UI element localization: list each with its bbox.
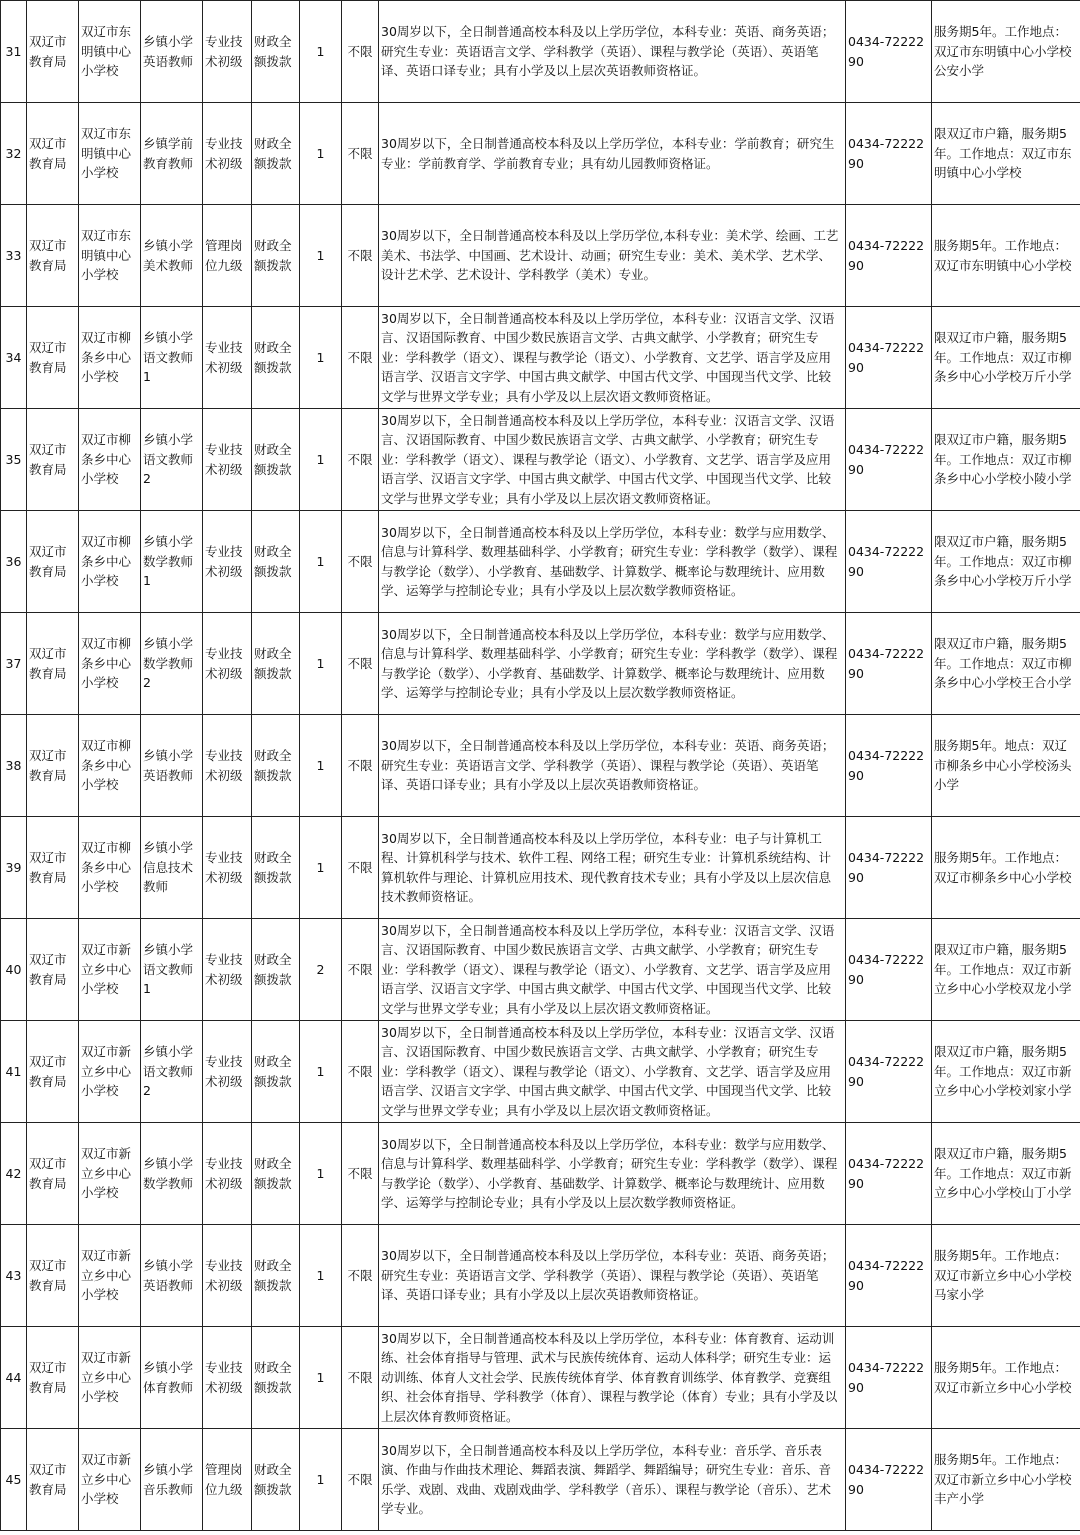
requirements-cell: 30周岁以下，全日制普通高校本科及以上学历学位，本科专业：数学与应用数学、信息与计算科学、数理基础科学、小学教育；研究生专业：学科教学（数学）、课程与教学论（数学）、小学教育、基础数学、计算数学、概率论与数理统计、应用数学、运筹学与控制论专业；具有小学及以上层次数学教师资格证。 (379, 511, 846, 613)
notes-cell: 限双辽市户籍，服务期5年。工作地点：双辽市柳条乡中心小学校万斤小学 (932, 511, 1080, 613)
department-cell: 双辽市教育局 (27, 1429, 79, 1531)
notes-cell: 服务期5年。工作地点：双辽市新立乡中心小学校 (932, 1327, 1080, 1429)
row-number: 40 (1, 919, 27, 1021)
department-cell: 双辽市教育局 (27, 1225, 79, 1327)
requirements-cell: 30周岁以下，全日制普通高校本科及以上学历学位，本科专业：数学与应用数学、信息与计算科学、数理基础科学、小学教育；研究生专业：学科教学（数学）、课程与教学论（数学）、小学教育、基础数学、计算数学、概率论与数理统计、应用数学、运筹学与控制论专业；具有小学及以上层次数学教师资格证。 (379, 613, 846, 715)
requirements-cell: 30周岁以下，全日制普通高校本科及以上学历学位，本科专业：汉语言文学、汉语言、汉语国际教育、中国少数民族语言文学、古典文献学、小学教育；研究生专业：学科教学（语文）、课程与教学论（语文）、小学教育、文艺学、语言学及应用语言学、汉语言文字学、中国古典文献学、中国古代文学、中国现当代文学、比较文学与世界文学专业；具有小学及以上层次语文教师资格证。 (379, 919, 846, 1021)
gender-limit-cell: 不限 (342, 511, 379, 613)
notes-cell: 限双辽市户籍，服务期5年。工作地点：双辽市新立乡中心小学校刘家小学 (932, 1021, 1080, 1123)
employer-unit-cell: 双辽市东明镇中心小学校 (79, 103, 141, 205)
table-row (1, 1327, 1080, 1429)
position-name-cell: 乡镇小学音乐教师 (141, 1429, 203, 1531)
table-row (1, 1225, 1080, 1327)
row-number: 41 (1, 1021, 27, 1123)
requirements-cell: 30周岁以下，全日制普通高校本科及以上学历学位，本科专业：电子与计算机工程、计算机科学与技术、软件工程、网络工程；研究生专业：计算机系统结构、计算机软件与理论、计算机应用技术、现代教育技术专业；具有小学及以上层次信息技术教师资格证。 (379, 817, 846, 919)
contact-phone-cell: 0434-7222290 (846, 1021, 932, 1123)
position-level-cell: 专业技术初级 (203, 103, 252, 205)
funding-type-cell: 财政全额拨款 (252, 1225, 300, 1327)
funding-type-cell: 财政全额拨款 (252, 205, 300, 307)
table-row (1, 715, 1080, 817)
table-row (1, 409, 1080, 511)
position-name-cell: 乡镇小学信息技术教师 (141, 817, 203, 919)
table-row (1, 1429, 1080, 1531)
contact-phone-cell: 0434-7222290 (846, 307, 932, 409)
gender-limit-cell: 不限 (342, 1, 379, 103)
table-row (1, 307, 1080, 409)
employer-unit-cell: 双辽市柳条乡中心小学校 (79, 715, 141, 817)
position-name-cell: 乡镇小学英语教师 (141, 715, 203, 817)
employer-unit-cell: 双辽市新立乡中心小学校 (79, 1225, 141, 1327)
position-level-cell: 专业技术初级 (203, 1225, 252, 1327)
gender-limit-cell: 不限 (342, 307, 379, 409)
headcount-cell: 1 (300, 1021, 342, 1123)
funding-type-cell: 财政全额拨款 (252, 817, 300, 919)
table-row (1, 103, 1080, 205)
position-name-cell: 乡镇小学美术教师 (141, 205, 203, 307)
gender-limit-cell: 不限 (342, 1021, 379, 1123)
headcount-cell: 1 (300, 1225, 342, 1327)
employer-unit-cell: 双辽市柳条乡中心小学校 (79, 307, 141, 409)
position-level-cell: 管理岗位九级 (203, 1429, 252, 1531)
gender-limit-cell: 不限 (342, 205, 379, 307)
funding-type-cell: 财政全额拨款 (252, 715, 300, 817)
funding-type-cell: 财政全额拨款 (252, 1021, 300, 1123)
gender-limit-cell: 不限 (342, 817, 379, 919)
funding-type-cell: 财政全额拨款 (252, 511, 300, 613)
position-name-cell: 乡镇小学数学教师 (141, 1123, 203, 1225)
department-cell: 双辽市教育局 (27, 919, 79, 1021)
notes-cell: 限双辽市户籍，服务期5年。工作地点：双辽市柳条乡中心小学校小陵小学 (932, 409, 1080, 511)
department-cell: 双辽市教育局 (27, 205, 79, 307)
employer-unit-cell: 双辽市新立乡中心小学校 (79, 1123, 141, 1225)
notes-cell: 限双辽市户籍，服务期5年。工作地点：双辽市新立乡中心小学校双龙小学 (932, 919, 1080, 1021)
funding-type-cell: 财政全额拨款 (252, 1429, 300, 1531)
contact-phone-cell: 0434-7222290 (846, 1225, 932, 1327)
row-number: 42 (1, 1123, 27, 1225)
position-level-cell: 专业技术初级 (203, 511, 252, 613)
row-number: 45 (1, 1429, 27, 1531)
position-name-cell: 乡镇小学英语教师 (141, 1, 203, 103)
notes-cell: 服务期5年。工作地点：双辽市柳条乡中心小学校 (932, 817, 1080, 919)
table-row (1, 1123, 1080, 1225)
notes-cell: 服务期5年。工作地点：双辽市新立乡中心小学校马家小学 (932, 1225, 1080, 1327)
employer-unit-cell: 双辽市东明镇中心小学校 (79, 1, 141, 103)
position-name-cell: 乡镇小学数学教师2 (141, 613, 203, 715)
row-number: 34 (1, 307, 27, 409)
headcount-cell: 1 (300, 1429, 342, 1531)
department-cell: 双辽市教育局 (27, 1327, 79, 1429)
row-number: 32 (1, 103, 27, 205)
contact-phone-cell: 0434-7222290 (846, 1429, 932, 1531)
table-row (1, 205, 1080, 307)
row-number: 38 (1, 715, 27, 817)
gender-limit-cell: 不限 (342, 613, 379, 715)
position-level-cell: 专业技术初级 (203, 307, 252, 409)
notes-cell: 限双辽市户籍，服务期5年。工作地点：双辽市新立乡中心小学校山丁小学 (932, 1123, 1080, 1225)
headcount-cell: 1 (300, 1, 342, 103)
table-row (1, 919, 1080, 1021)
employer-unit-cell: 双辽市新立乡中心小学校 (79, 1021, 141, 1123)
contact-phone-cell: 0434-7222290 (846, 715, 932, 817)
row-number: 36 (1, 511, 27, 613)
employer-unit-cell: 双辽市柳条乡中心小学校 (79, 817, 141, 919)
gender-limit-cell: 不限 (342, 1123, 379, 1225)
gender-limit-cell: 不限 (342, 409, 379, 511)
notes-cell: 限双辽市户籍，服务期5年。工作地点：双辽市柳条乡中心小学校万斤小学 (932, 307, 1080, 409)
requirements-cell: 30周岁以下，全日制普通高校本科及以上学历学位，本科专业：数学与应用数学、信息与计算科学、数理基础科学、小学教育；研究生专业：学科教学（数学）、课程与教学论（数学）、小学教育、基础数学、计算数学、概率论与数理统计、应用数学、运筹学与控制论专业；具有小学及以上层次数学教师资格证。 (379, 1123, 846, 1225)
employer-unit-cell: 双辽市新立乡中心小学校 (79, 1429, 141, 1531)
row-number: 33 (1, 205, 27, 307)
row-number: 44 (1, 1327, 27, 1429)
employer-unit-cell: 双辽市柳条乡中心小学校 (79, 409, 141, 511)
gender-limit-cell: 不限 (342, 1327, 379, 1429)
headcount-cell: 1 (300, 613, 342, 715)
requirements-cell: 30周岁以下，全日制普通高校本科及以上学历学位，本科专业：学前教育；研究生专业：学前教育学、学前教育专业；具有幼儿园教师资格证。 (379, 103, 846, 205)
requirements-cell: 30周岁以下，全日制普通高校本科及以上学历学位，本科专业：英语、商务英语；研究生专业：英语语言文学、学科教学（英语）、课程与教学论（英语）、英语笔译、英语口译专业；具有小学及以上层次英语教师资格证。 (379, 1, 846, 103)
gender-limit-cell: 不限 (342, 1225, 379, 1327)
position-name-cell: 乡镇小学语文教师2 (141, 1021, 203, 1123)
gender-limit-cell: 不限 (342, 1429, 379, 1531)
department-cell: 双辽市教育局 (27, 1021, 79, 1123)
contact-phone-cell: 0434-7222290 (846, 103, 932, 205)
department-cell: 双辽市教育局 (27, 715, 79, 817)
table-row (1, 613, 1080, 715)
department-cell: 双辽市教育局 (27, 409, 79, 511)
contact-phone-cell: 0434-7222290 (846, 205, 932, 307)
requirements-cell: 30周岁以下，全日制普通高校本科及以上学历学位，本科专业：英语、商务英语；研究生专业：英语语言文学、学科教学（英语）、课程与教学论（英语）、英语笔译、英语口译专业；具有小学及以上层次英语教师资格证。 (379, 1225, 846, 1327)
department-cell: 双辽市教育局 (27, 1123, 79, 1225)
contact-phone-cell: 0434-7222290 (846, 1, 932, 103)
department-cell: 双辽市教育局 (27, 1, 79, 103)
headcount-cell: 1 (300, 715, 342, 817)
contact-phone-cell: 0434-7222290 (846, 1123, 932, 1225)
contact-phone-cell: 0434-7222290 (846, 511, 932, 613)
contact-phone-cell: 0434-7222290 (846, 409, 932, 511)
headcount-cell: 1 (300, 511, 342, 613)
position-level-cell: 专业技术初级 (203, 1021, 252, 1123)
notes-cell: 限双辽市户籍，服务期5年。工作地点：双辽市东明镇中心小学校 (932, 103, 1080, 205)
contact-phone-cell: 0434-7222290 (846, 1327, 932, 1429)
notes-cell: 服务期5年。工作地点：双辽市东明镇中心小学校 (932, 205, 1080, 307)
notes-cell: 服务期5年。工作地点：双辽市东明镇中心小学校公安小学 (932, 1, 1080, 103)
contact-phone-cell: 0434-7222290 (846, 919, 932, 1021)
headcount-cell: 1 (300, 205, 342, 307)
employer-unit-cell: 双辽市新立乡中心小学校 (79, 1327, 141, 1429)
department-cell: 双辽市教育局 (27, 103, 79, 205)
funding-type-cell: 财政全额拨款 (252, 103, 300, 205)
employer-unit-cell: 双辽市东明镇中心小学校 (79, 205, 141, 307)
employer-unit-cell: 双辽市新立乡中心小学校 (79, 919, 141, 1021)
department-cell: 双辽市教育局 (27, 307, 79, 409)
position-level-cell: 专业技术初级 (203, 919, 252, 1021)
table-row (1, 1, 1080, 103)
employer-unit-cell: 双辽市柳条乡中心小学校 (79, 511, 141, 613)
table-row (1, 511, 1080, 613)
gender-limit-cell: 不限 (342, 919, 379, 1021)
contact-phone-cell: 0434-7222290 (846, 613, 932, 715)
position-level-cell: 管理岗位九级 (203, 205, 252, 307)
notes-cell: 服务期5年。地点：双辽市柳条乡中心小学校汤头小学 (932, 715, 1080, 817)
headcount-cell: 1 (300, 1327, 342, 1429)
requirements-cell: 30周岁以下，全日制普通高校本科及以上学历学位，本科专业：英语、商务英语；研究生专业：英语语言文学、学科教学（英语）、课程与教学论（英语）、英语笔译、英语口译专业；具有小学及以上层次英语教师资格证。 (379, 715, 846, 817)
funding-type-cell: 财政全额拨款 (252, 1, 300, 103)
contact-phone-cell: 0434-7222290 (846, 817, 932, 919)
position-name-cell: 乡镇小学英语教师 (141, 1225, 203, 1327)
table-row (1, 817, 1080, 919)
notes-cell: 限双辽市户籍，服务期5年。工作地点：双辽市柳条乡中心小学校王合小学 (932, 613, 1080, 715)
funding-type-cell: 财政全额拨款 (252, 919, 300, 1021)
requirements-cell: 30周岁以下，全日制普通高校本科及以上学历学位，本科专业：汉语言文学、汉语言、汉语国际教育、中国少数民族语言文学、古典文献学、小学教育；研究生专业：学科教学（语文）、课程与教学论（语文）、小学教育、文艺学、语言学及应用语言学、汉语言文字学、中国古典文献学、中国古代文学、中国现当代文学、比较文学与世界文学专业；具有小学及以上层次语文教师资格证。 (379, 307, 846, 409)
requirements-cell: 30周岁以下，全日制普通高校本科及以上学历学位，本科专业：汉语言文学、汉语言、汉语国际教育、中国少数民族语言文学、古典文献学、小学教育；研究生专业：学科教学（语文）、课程与教学论（语文）、小学教育、文艺学、语言学及应用语言学、汉语言文字学、中国古典文献学、中国古代文学、中国现当代文学、比较文学与世界文学专业；具有小学及以上层次语文教师资格证。 (379, 409, 846, 511)
headcount-cell: 1 (300, 307, 342, 409)
table-body (1, 1, 1080, 1531)
row-number: 43 (1, 1225, 27, 1327)
position-name-cell: 乡镇小学语文教师1 (141, 307, 203, 409)
gender-limit-cell: 不限 (342, 103, 379, 205)
funding-type-cell: 财政全额拨款 (252, 409, 300, 511)
department-cell: 双辽市教育局 (27, 613, 79, 715)
employer-unit-cell: 双辽市柳条乡中心小学校 (79, 613, 141, 715)
funding-type-cell: 财政全额拨款 (252, 1123, 300, 1225)
department-cell: 双辽市教育局 (27, 511, 79, 613)
requirements-cell: 30周岁以下，全日制普通高校本科及以上学历学位，本科专业：汉语言文学、汉语言、汉语国际教育、中国少数民族语言文学、古典文献学、小学教育；研究生专业：学科教学（语文）、课程与教学论（语文）、小学教育、文艺学、语言学及应用语言学、汉语言文字学、中国古典文献学、中国古代文学、中国现当代文学、比较文学与世界文学专业；具有小学及以上层次语文教师资格证。 (379, 1021, 846, 1123)
notes-cell: 服务期5年。工作地点：双辽市新立乡中心小学校丰产小学 (932, 1429, 1080, 1531)
position-level-cell: 专业技术初级 (203, 1, 252, 103)
department-cell: 双辽市教育局 (27, 817, 79, 919)
headcount-cell: 1 (300, 409, 342, 511)
position-level-cell: 专业技术初级 (203, 409, 252, 511)
requirements-cell: 30周岁以下，全日制普通高校本科及以上学历学位,本科专业：美术学、绘画、工艺美术、书法学、中国画、艺术设计、动画；研究生专业：美术、美术学、艺术学、设计艺术学、艺术设计、学科教学（美术）专业。 (379, 205, 846, 307)
requirements-cell: 30周岁以下，全日制普通高校本科及以上学历学位，本科专业：音乐学、音乐表演、作曲与作曲技术理论、舞蹈表演、舞蹈学、舞蹈编导；研究生专业：音乐、音乐学、戏剧、戏曲、戏剧戏曲学、学科教学（音乐）、课程与教学论（音乐）、艺术学专业。 (379, 1429, 846, 1531)
funding-type-cell: 财政全额拨款 (252, 307, 300, 409)
position-name-cell: 乡镇小学体育教师 (141, 1327, 203, 1429)
position-name-cell: 乡镇学前教育教师 (141, 103, 203, 205)
row-number: 35 (1, 409, 27, 511)
position-level-cell: 专业技术初级 (203, 1123, 252, 1225)
row-number: 37 (1, 613, 27, 715)
requirements-cell: 30周岁以下，全日制普通高校本科及以上学历学位，本科专业：体育教育、运动训练、社会体育指导与管理、武术与民族传统体育、运动人体科学；研究生专业：运动训练、体育人文社会学、民族传统体育学、体育教育训练学、体育教学、竞赛组织、社会体育指导、学科教学（体育）、课程与教学论（体育）专业；具有小学及以上层次体育教师资格证。 (379, 1327, 846, 1429)
position-name-cell: 乡镇小学数学教师1 (141, 511, 203, 613)
position-level-cell: 专业技术初级 (203, 715, 252, 817)
position-name-cell: 乡镇小学语文教师1 (141, 919, 203, 1021)
table-row (1, 1021, 1080, 1123)
headcount-cell: 1 (300, 103, 342, 205)
headcount-cell: 1 (300, 817, 342, 919)
row-number: 31 (1, 1, 27, 103)
position-level-cell: 专业技术初级 (203, 817, 252, 919)
position-level-cell: 专业技术初级 (203, 613, 252, 715)
row-number: 39 (1, 817, 27, 919)
position-level-cell: 专业技术初级 (203, 1327, 252, 1429)
position-name-cell: 乡镇小学语文教师2 (141, 409, 203, 511)
headcount-cell: 2 (300, 919, 342, 1021)
funding-type-cell: 财政全额拨款 (252, 1327, 300, 1429)
headcount-cell: 1 (300, 1123, 342, 1225)
gender-limit-cell: 不限 (342, 715, 379, 817)
funding-type-cell: 财政全额拨款 (252, 613, 300, 715)
